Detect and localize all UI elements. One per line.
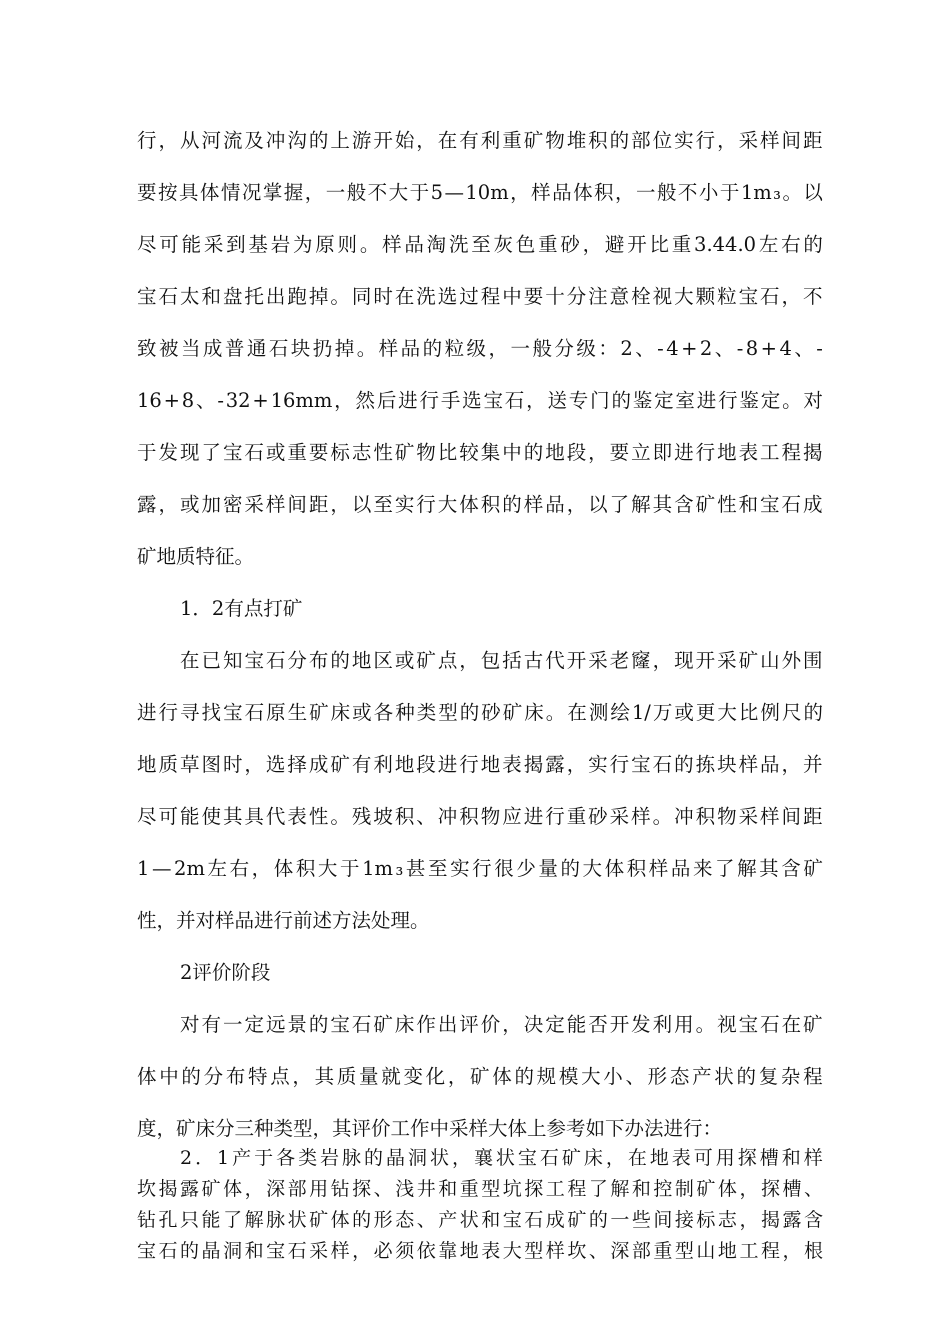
para1-line-7: 于 发 现 了 宝 石 或 重 要 标 志 性 矿 物 比 较 集 中 的 地 段 ， 要 立 即 进 行 地 表 工 程 揭 xyxy=(137,441,823,464)
para4-line-3: 钻 孔 只 能 了 解 脉 状 矿 体 的 形 态 、 产 状 和 宝 石 成 矿 的 一 些 间 接 标 志 ， 揭 露 含 xyxy=(137,1209,823,1231)
para1-line-1: 行 ， 从 河 流 及 冲 沟 的 上 游 开 始 ， 在 有 利 重 矿 物 堆 积 的 部 位 实 行 ， 采 样 间 距 xyxy=(137,129,823,152)
para1-line-5: 致 被 当 成 普 通 石 块 扔 掉 。 样 品 的 粒 级 ， 一 般 分 级 ： 2 、 - 4 + 2 、 - 8 + 4 、 - xyxy=(137,337,823,360)
para4-line-1: 2 ． 1 产 于 各 类 岩 脉 的 晶 洞 状 ， 襄 状 宝 石 矿 床 ， 在 地 表 可 用 探 槽 和 样 xyxy=(180,1147,823,1169)
para2-line-3: 地 质 草 图 时 ， 选 择 成 矿 有 利 地 段 进 行 地 表 揭 露 ， 实 行 宝 石 的 拣 块 样 品 ， 并 xyxy=(137,753,823,776)
para2-line-5: 1 — 2m 左 右 ， 体 积 大 于 1m ₃ 甚 至 实 行 很 少 量 的 大 体 积 样 品 来 了 解 其 含 矿 xyxy=(137,857,823,880)
para2-line-2: 进 行 寻 找 宝 石 原 生 矿 床 或 各 种 类 型 的 砂 矿 床 。 在 测 绘 1/ 万 或 更 大 比 例 尺 的 xyxy=(137,701,823,724)
para1-line-2: 要 按 具 体 情 况 掌 握 ， 一 般 不 大 于 5 — 10m ， 样 品 体 积 ， 一 般 不 小 于 1m ₃ 。 以 xyxy=(137,181,823,204)
para4-line-4: 宝 石 的 晶 洞 和 宝 石 采 样 ， 必 须 依 靠 地 表 大 型 样 坎 、 深 部 重 型 山 地 工 程 ， 根 xyxy=(137,1240,823,1262)
para1-line-9: 矿地质特征。 xyxy=(137,545,255,568)
para3-line-1: 对 有 一 定 远 景 的 宝 石 矿 床 作 出 评 价 ， 决 定 能 否 开 发 利 用 。 视 宝 石 在 矿 xyxy=(180,1013,823,1036)
para3-line-3: 度，矿床分三种类型，其评价工作中采样大体上参考如下办法进行： xyxy=(137,1117,723,1140)
para2-line-4: 尽 可 能 使 其 具 代 表 性 。 残 坡 积 、 冲 积 物 应 进 行 重 砂 采 样 。 冲 积 物 采 样 间 距 xyxy=(137,805,823,828)
para1-line-3: 尽 可 能 采 到 基 岩 为 原 则 。 样 品 淘 洗 至 灰 色 重 砂 ， 避 开 比 重 3.44.0 左 右 的 xyxy=(137,233,823,256)
para1-line-4: 宝 石 太 和 盘 托 出 跑 掉 。 同 时 在 洗 选 过 程 中 要 十 分 注 意 栓 视 大 颗 粒 宝 石 ， 不 xyxy=(137,285,823,308)
section-heading-1-2: 1．2有点打矿 xyxy=(180,597,303,620)
para1-line-8: 露 ， 或 加 密 采 样 间 距 ， 以 至 实 行 大 体 积 的 样 品 ， 以 了 解 其 含 矿 性 和 宝 石 成 xyxy=(137,493,823,516)
section-heading-2: 2评价阶段 xyxy=(180,961,271,984)
para3-line-2: 体 中 的 分 布 特 点 ， 其 质 量 就 变 化 ， 矿 体 的 规 模 大 小 、 形 态 产 状 的 复 杂 程 xyxy=(137,1065,823,1088)
para4-line-2: 坎 揭 露 矿 体 ， 深 部 用 钻 探 、 浅 井 和 重 型 坑 探 工 程 了 解 和 控 制 矿 体 ， 探 槽 、 xyxy=(137,1178,823,1200)
para2-line-1: 在 已 知 宝 石 分 布 的 地 区 或 矿 点 ， 包 括 古 代 开 采 老 窿 ， 现 开 采 矿 山 外 围 xyxy=(180,649,823,672)
para2-line-6: 性，并对样品进行前述方法处理。 xyxy=(137,909,430,932)
para1-line-6: 16 + 8 、 - 32 + 16mm ， 然 后 进 行 手 选 宝 石 ， 送 专 门 的 鉴 定 室 进 行 鉴 定 。 对 xyxy=(137,389,823,412)
